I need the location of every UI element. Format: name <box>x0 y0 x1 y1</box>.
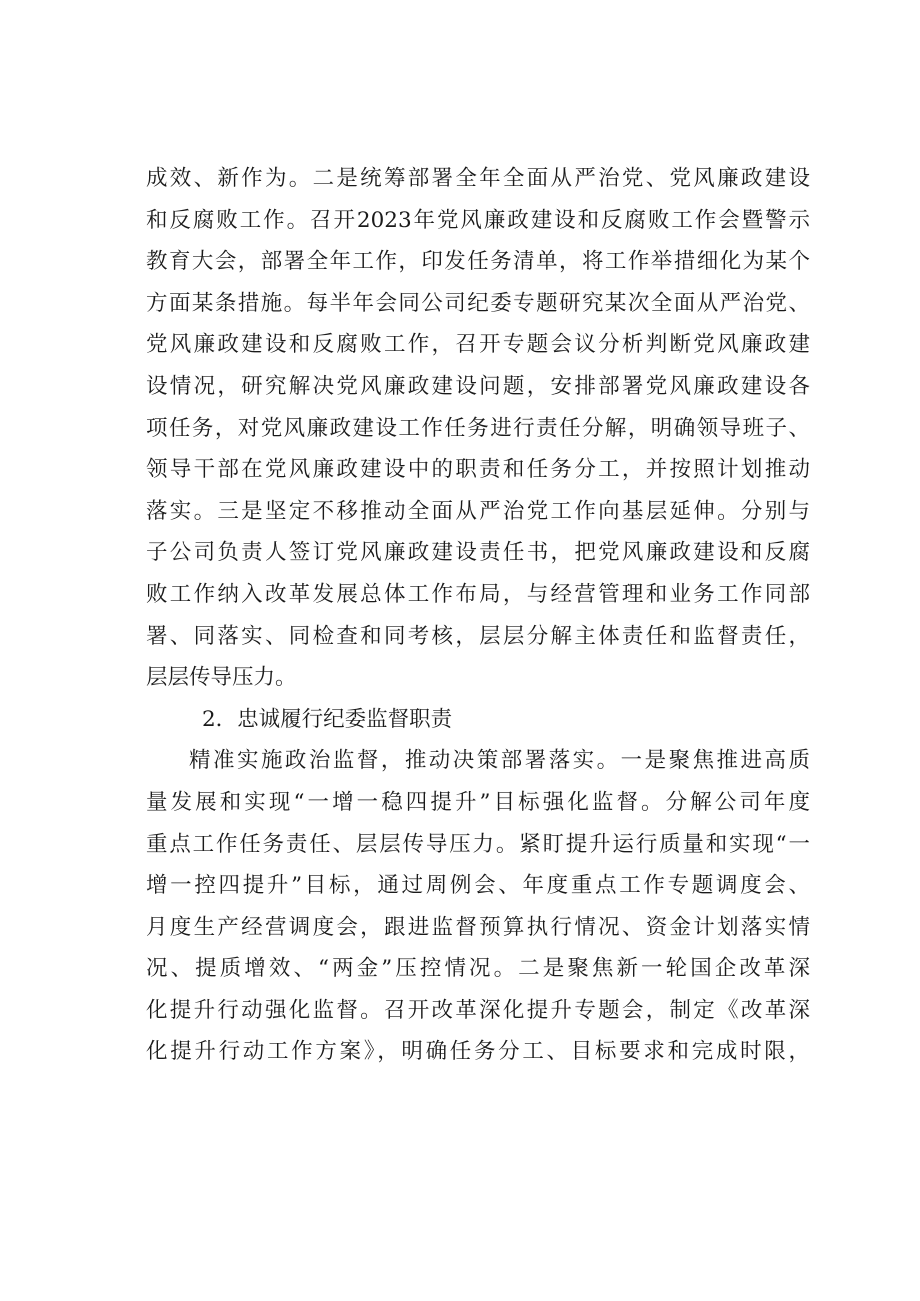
text-line: 况、提质增效、“两金”压控情况。二是聚焦新一轮国企改革深 <box>146 956 810 982</box>
text-line: 子公司负责人签订党风廉政建设责任书，把党风廉政建设和反腐 <box>146 540 810 566</box>
text-line: 化提升行动强化监督。召开改革深化提升专题会，制定《改革深 <box>146 997 810 1023</box>
text-line: 精准实施政治监督，推动决策部署落实。一是聚焦推进高质 <box>189 748 810 774</box>
text-line: 落实。三是坚定不移推动全面从严治党工作向基层延伸。分别与 <box>146 498 810 524</box>
text-line: 重点工作任务责任、层层传导压力。紧盯提升运行质量和实现“一 <box>146 831 810 857</box>
text-line: 成效、新作为。二是统筹部署全年全面从严治党、党风廉政建设 <box>146 166 810 191</box>
paragraph-1 <box>146 158 826 699</box>
text-line: 领导干部在党风廉政建设中的职责和任务分工，并按照计划推动 <box>146 457 810 483</box>
text-line: 层层传导压力。 <box>146 665 297 691</box>
text-line: 项任务，对党风廉政建设工作任务进行责任分解，明确领导班子、 <box>146 415 810 441</box>
section-heading: 2．忠诚履行纪委监督职责 <box>202 706 453 732</box>
text-line: 设情况，研究解决党风廉政建设问题，安排部署党风廉政建设各 <box>146 373 810 399</box>
text-line: 量发展和实现“一增一稳四提升”目标强化监督。分解公司年度 <box>146 789 810 815</box>
text-line: 增一控四提升”目标，通过周例会、年度重点工作专题调度会、 <box>146 873 810 899</box>
text-line: 化提升行动工作方案》，明确任务分工、目标要求和完成时限， <box>146 1039 810 1065</box>
text-line: 月度生产经营调度会，跟进监督预算执行情况、资金计划落实情 <box>146 914 810 940</box>
paragraph-2 <box>146 740 826 1073</box>
text-line: 和反腐败工作。召开2023年党风廉政建设和反腐败工作会暨警示 <box>146 207 810 233</box>
text-line: 方面某条措施。每半年会同公司纪委专题研究某次全面从严治党、 <box>146 290 810 316</box>
text-line: 署、同落实、同检查和同考核，层层分解主体责任和监督责任， <box>146 623 810 649</box>
text-line: 教育大会，部署全年工作，印发任务清单，将工作举措细化为某个 <box>146 249 810 275</box>
text-line: 党风廉政建设和反腐败工作，召开专题会议分析判断党风廉政建 <box>146 332 810 358</box>
text-line: 败工作纳入改革发展总体工作布局，与经营管理和业务工作同部 <box>146 581 810 607</box>
document-body <box>146 158 826 1073</box>
